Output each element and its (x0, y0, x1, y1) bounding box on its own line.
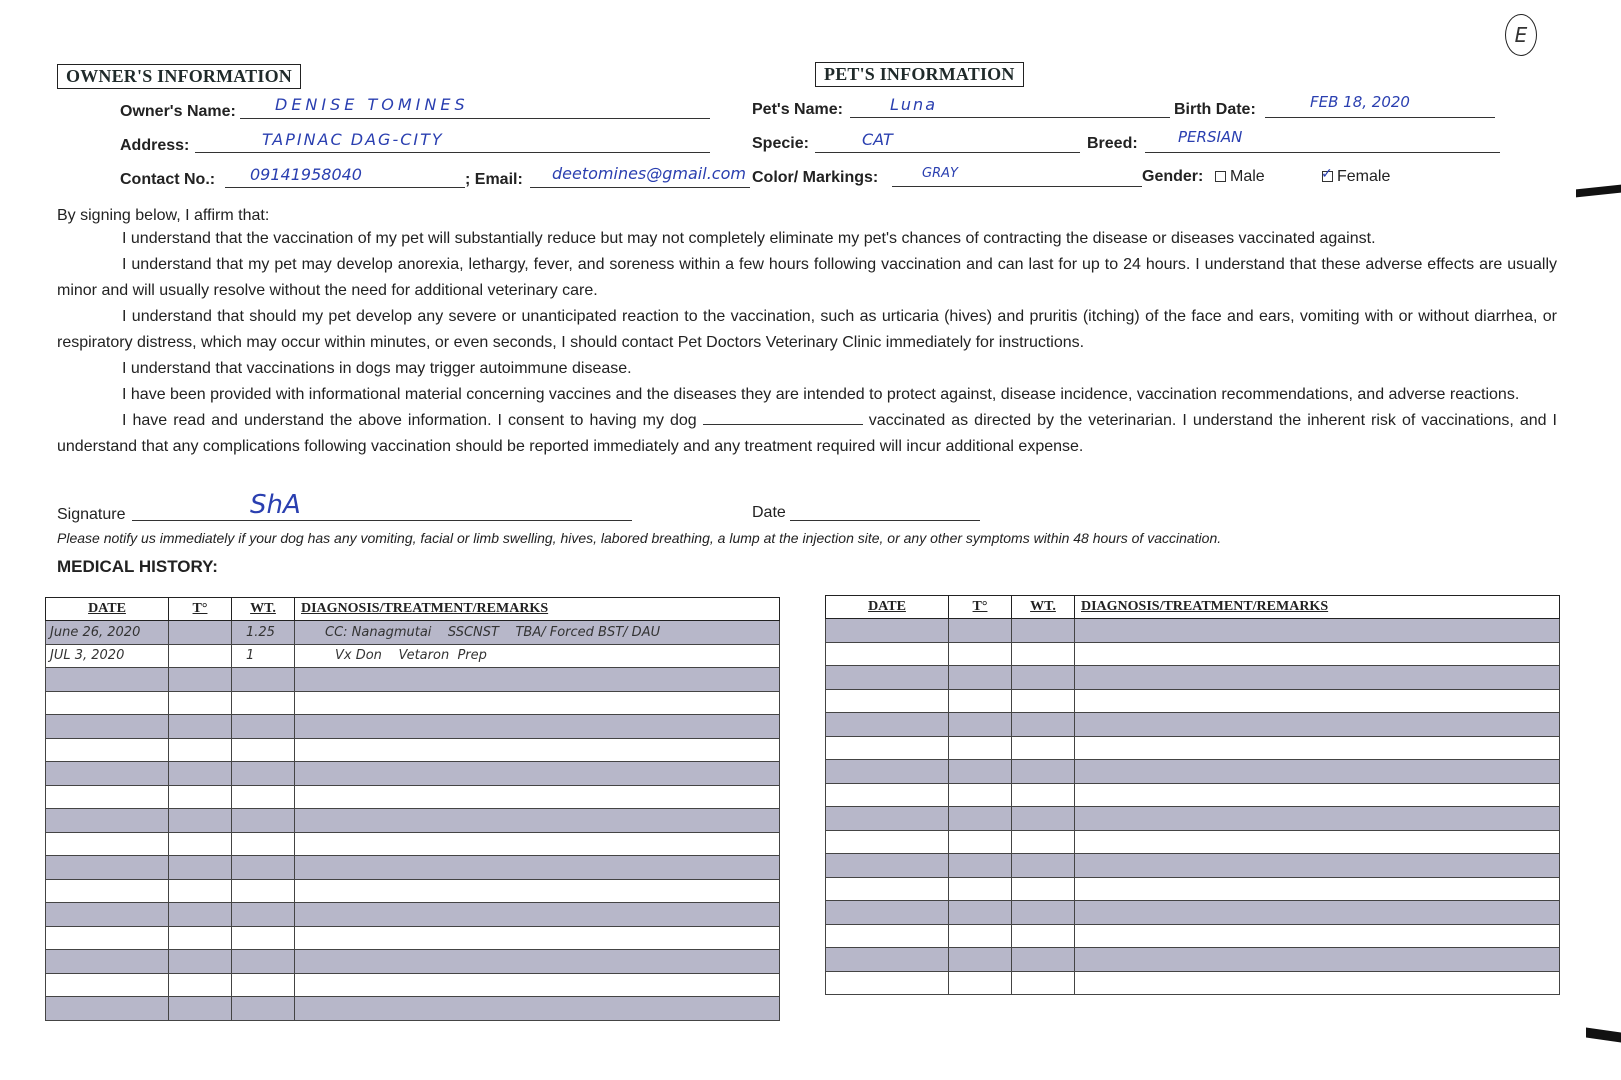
row-remarks (295, 856, 780, 880)
col-remarks: DIAGNOSIS/TREATMENT/REMARKS (1075, 596, 1560, 619)
col-weight: WT. (232, 598, 295, 621)
scan-edge-mark (1586, 1028, 1621, 1043)
row-weight (232, 785, 295, 809)
row-date (826, 971, 949, 995)
color-markings-value: GRAY (922, 166, 958, 181)
gender-male-option[interactable] (1215, 168, 1265, 186)
row-remarks (295, 809, 780, 833)
row-temp (169, 926, 232, 950)
row-date (46, 832, 169, 856)
row-temp (169, 809, 232, 833)
row-temp (169, 621, 232, 645)
address-label: Address: (120, 137, 190, 154)
row-date (46, 668, 169, 692)
breed-value: PERSIAN (1178, 128, 1243, 146)
table-row[interactable] (46, 879, 780, 903)
row-weight (232, 879, 295, 903)
row-weight (1012, 713, 1075, 737)
col-weight: WT. (1012, 596, 1075, 619)
row-remarks: Vx Don Vetaron Prep (295, 644, 780, 668)
consent-p4: I understand that vaccinations in dogs may trigger autoimmune disease. (122, 360, 632, 377)
row-remarks (295, 903, 780, 927)
date-line (790, 520, 980, 521)
table-row[interactable] (826, 948, 1560, 972)
gender-label: Gender: (1142, 168, 1204, 185)
table-row[interactable] (826, 666, 1560, 690)
consent-p6-start: I have read and understand the above information. I consent to having my dog (122, 412, 697, 429)
row-temp (949, 830, 1012, 854)
row-weight (1012, 948, 1075, 972)
row-date (826, 924, 949, 948)
row-remarks (1075, 783, 1560, 807)
row-remarks (1075, 971, 1560, 995)
dog-name-blank[interactable] (703, 410, 863, 425)
owner-name-label: Owner's Name: (120, 103, 236, 120)
table-row[interactable] (826, 830, 1560, 854)
owner-heading: OWNER'S INFORMATION (57, 64, 301, 89)
row-temp (949, 971, 1012, 995)
table-row[interactable] (826, 924, 1560, 948)
row-weight (232, 926, 295, 950)
row-remarks (295, 762, 780, 786)
table-row[interactable] (46, 715, 780, 739)
row-remarks (295, 997, 780, 1021)
row-remarks (1075, 830, 1560, 854)
medical-history-heading: MEDICAL HISTORY: (57, 557, 218, 576)
row-temp (949, 877, 1012, 901)
table-row[interactable] (46, 950, 780, 974)
row-temp (169, 738, 232, 762)
row-date (826, 666, 949, 690)
table-row[interactable] (826, 619, 1560, 643)
table-row[interactable] (826, 689, 1560, 713)
row-temp (169, 691, 232, 715)
row-remarks (295, 973, 780, 997)
row-weight (1012, 807, 1075, 831)
row-weight (1012, 760, 1075, 784)
row-temp (169, 762, 232, 786)
row-date (826, 877, 949, 901)
table-row[interactable] (46, 973, 780, 997)
row-temp (949, 666, 1012, 690)
row-remarks (295, 832, 780, 856)
date-label: Date (752, 504, 786, 521)
row-weight (232, 738, 295, 762)
row-remarks (1075, 689, 1560, 713)
row-weight (1012, 619, 1075, 643)
row-weight (1012, 971, 1075, 995)
row-date (46, 997, 169, 1021)
row-remarks (1075, 901, 1560, 925)
row-date (46, 950, 169, 974)
row-date (46, 691, 169, 715)
signature-label: Signature (57, 506, 126, 523)
row-remarks (1075, 948, 1560, 972)
row-temp (169, 973, 232, 997)
row-date (46, 973, 169, 997)
owner-name-line (240, 118, 710, 119)
scan-edge-mark (1576, 185, 1621, 198)
row-remarks (295, 715, 780, 739)
table-row[interactable] (46, 903, 780, 927)
row-temp (949, 807, 1012, 831)
row-weight (1012, 666, 1075, 690)
specie-label: Specie: (752, 135, 809, 152)
row-temp (949, 854, 1012, 878)
row-remarks: CC: Nanagmutai SSCNST TBA/ Forced BST/ DAU (295, 621, 780, 645)
col-temp: T° (949, 596, 1012, 619)
birth-date-label: Birth Date: (1174, 101, 1256, 118)
row-date (826, 689, 949, 713)
consent-p6-end: vaccinated as directed by the veterinarian. I understand the inherent risk of vaccinations, and I understand that any complications following vaccination should be reported immediately and any treatment required will incur additional expense. (57, 412, 1557, 455)
row-remarks (295, 668, 780, 692)
table-row[interactable] (46, 856, 780, 880)
row-remarks (295, 691, 780, 715)
female-label: Female (1337, 168, 1391, 185)
row-temp (949, 619, 1012, 643)
corner-mark: E (1505, 14, 1537, 56)
row-temp (949, 783, 1012, 807)
row-weight (1012, 642, 1075, 666)
birth-date-line (1265, 117, 1495, 118)
table-row[interactable] (826, 713, 1560, 737)
email-line (530, 187, 750, 188)
col-date: DATE (46, 598, 169, 621)
table-row[interactable] (46, 691, 780, 715)
row-remarks (1075, 619, 1560, 643)
table-row[interactable] (46, 997, 780, 1021)
row-temp (949, 689, 1012, 713)
row-remarks (295, 785, 780, 809)
table-row[interactable] (46, 668, 780, 692)
row-weight (1012, 924, 1075, 948)
row-date (46, 926, 169, 950)
row-date (46, 809, 169, 833)
col-temp: T° (169, 598, 232, 621)
breed-label: Breed: (1087, 135, 1138, 152)
row-temp (169, 856, 232, 880)
consent-p2: I understand that my pet may develop anorexia, lethargy, fever, and soreness within a few hours following vaccination and can last for up to 24 hours. I understand that these adverse effects are usually minor and will usually resolve without the need for additional veterinary care. (57, 256, 1557, 299)
row-weight (1012, 877, 1075, 901)
row-date (826, 713, 949, 737)
row-remarks (295, 879, 780, 903)
row-remarks (1075, 736, 1560, 760)
row-weight: 1.25 (232, 621, 295, 645)
row-weight (1012, 854, 1075, 878)
contact-line (225, 187, 465, 188)
row-remarks (1075, 642, 1560, 666)
row-date (826, 760, 949, 784)
table-row[interactable] (46, 621, 780, 645)
signature-line (132, 520, 632, 521)
contact-value: 09141958040 (250, 165, 362, 184)
consent-p3: I understand that should my pet develop any severe or unanticipated reaction to the vaccination, such as urticaria (hives) and pruritis (itching) of the face and ears, vomiting with or without diarrhea, or respiratory distress, which may occur within minutes, or even seconds, I should contact Pet Doctors Veterinary Clinic immediately for instructions. (57, 308, 1557, 351)
row-temp (169, 903, 232, 927)
row-temp (169, 997, 232, 1021)
row-date (46, 785, 169, 809)
row-weight (232, 973, 295, 997)
row-weight (232, 997, 295, 1021)
medical-table-right (825, 595, 1560, 995)
row-temp (949, 642, 1012, 666)
table-row[interactable] (46, 644, 780, 668)
col-remarks: DIAGNOSIS/TREATMENT/REMARKS (295, 598, 780, 621)
consent-p6 (57, 408, 1557, 460)
row-temp (169, 785, 232, 809)
row-weight (1012, 689, 1075, 713)
contact-label: Contact No.: (120, 171, 216, 188)
row-weight (232, 691, 295, 715)
row-temp (169, 715, 232, 739)
notify-notice: Please notify us immediately if your dog has any vomiting, facial or limb swelling, hives, labored breathing, a lump at the injection site, or any other symptoms within 48 hours of vaccination. (57, 530, 1222, 546)
signature-value: ShA (250, 490, 301, 520)
row-remarks (1075, 666, 1560, 690)
table-row[interactable] (826, 971, 1560, 995)
table-row[interactable] (826, 783, 1560, 807)
row-weight (232, 668, 295, 692)
specie-line (815, 152, 1080, 153)
row-temp (949, 736, 1012, 760)
row-weight (232, 950, 295, 974)
pet-name-label: Pet's Name: (752, 101, 843, 118)
row-weight (232, 856, 295, 880)
table-row[interactable] (826, 901, 1560, 925)
specie-value: CAT (862, 130, 893, 149)
row-date (46, 879, 169, 903)
row-date (46, 715, 169, 739)
row-remarks (1075, 807, 1560, 831)
row-temp (169, 879, 232, 903)
row-temp (169, 668, 232, 692)
table-row[interactable] (46, 762, 780, 786)
row-temp (949, 760, 1012, 784)
table-row[interactable] (46, 785, 780, 809)
row-date (46, 738, 169, 762)
pet-name-line (850, 117, 1170, 118)
table-row[interactable] (826, 807, 1560, 831)
color-markings-line (892, 186, 1142, 187)
medical-table-left (45, 597, 780, 1021)
row-weight: 1 (232, 644, 295, 668)
row-weight (1012, 736, 1075, 760)
table-row[interactable] (46, 832, 780, 856)
row-remarks (295, 738, 780, 762)
row-weight (1012, 783, 1075, 807)
col-date: DATE (826, 596, 949, 619)
consent-block (57, 226, 1557, 460)
row-temp (949, 901, 1012, 925)
male-checkbox[interactable] (1215, 171, 1226, 182)
gender-female-option[interactable] (1321, 165, 1391, 186)
row-date (46, 903, 169, 927)
row-remarks (1075, 924, 1560, 948)
row-remarks (295, 926, 780, 950)
row-weight (232, 762, 295, 786)
consent-p5: I have been provided with informational material concerning vaccines and the diseases they are intended to protect against, disease incidence, vaccination recommendations, and adverse reactions. (122, 386, 1520, 403)
row-temp (949, 713, 1012, 737)
consent-p1: I understand that the vaccination of my pet will substantially reduce but may not completely eliminate my pet's chances of contracting the disease or diseases vaccinated against. (122, 230, 1376, 247)
table-row[interactable] (46, 738, 780, 762)
row-remarks (1075, 854, 1560, 878)
row-date: June 26, 2020 (46, 621, 169, 645)
row-date (826, 783, 949, 807)
email-label: ; Email: (465, 171, 523, 188)
male-label: Male (1230, 168, 1265, 185)
row-date (826, 807, 949, 831)
row-remarks (1075, 760, 1560, 784)
table-row[interactable] (826, 854, 1560, 878)
row-weight (1012, 901, 1075, 925)
consent-intro: By signing below, I affirm that: (57, 207, 270, 224)
row-weight (232, 809, 295, 833)
row-weight (232, 903, 295, 927)
table-row[interactable] (826, 760, 1560, 784)
table-row[interactable] (826, 736, 1560, 760)
row-remarks (1075, 877, 1560, 901)
row-remarks (295, 950, 780, 974)
table-row[interactable] (826, 642, 1560, 666)
row-temp (169, 832, 232, 856)
row-temp (949, 948, 1012, 972)
row-date (826, 642, 949, 666)
address-line (195, 152, 710, 153)
row-date (826, 830, 949, 854)
row-date (826, 619, 949, 643)
breed-line (1145, 152, 1500, 153)
female-checkbox-checked[interactable]: ✓ (1321, 165, 1333, 182)
color-markings-label: Color/ Markings: (752, 169, 879, 186)
row-weight (232, 832, 295, 856)
birth-date-value: FEB 18, 2020 (1310, 93, 1410, 111)
row-date (826, 948, 949, 972)
row-date (826, 854, 949, 878)
pet-name-value: Luna (890, 95, 937, 114)
row-weight (1012, 830, 1075, 854)
row-date (46, 762, 169, 786)
row-date (826, 901, 949, 925)
email-value: deetomines@gmail.com (552, 164, 746, 183)
table-row[interactable] (46, 809, 780, 833)
pet-heading: PET'S INFORMATION (815, 62, 1024, 87)
row-date (826, 736, 949, 760)
row-temp (169, 950, 232, 974)
address-value: TAPINAC DAG-CITY (262, 130, 444, 149)
row-remarks (1075, 713, 1560, 737)
table-row[interactable] (46, 926, 780, 950)
row-weight (232, 715, 295, 739)
row-temp (169, 644, 232, 668)
row-date: JUL 3, 2020 (46, 644, 169, 668)
table-row[interactable] (826, 877, 1560, 901)
row-date (46, 856, 169, 880)
row-temp (949, 924, 1012, 948)
owner-name-value: DENISE TOMINES (275, 95, 469, 114)
